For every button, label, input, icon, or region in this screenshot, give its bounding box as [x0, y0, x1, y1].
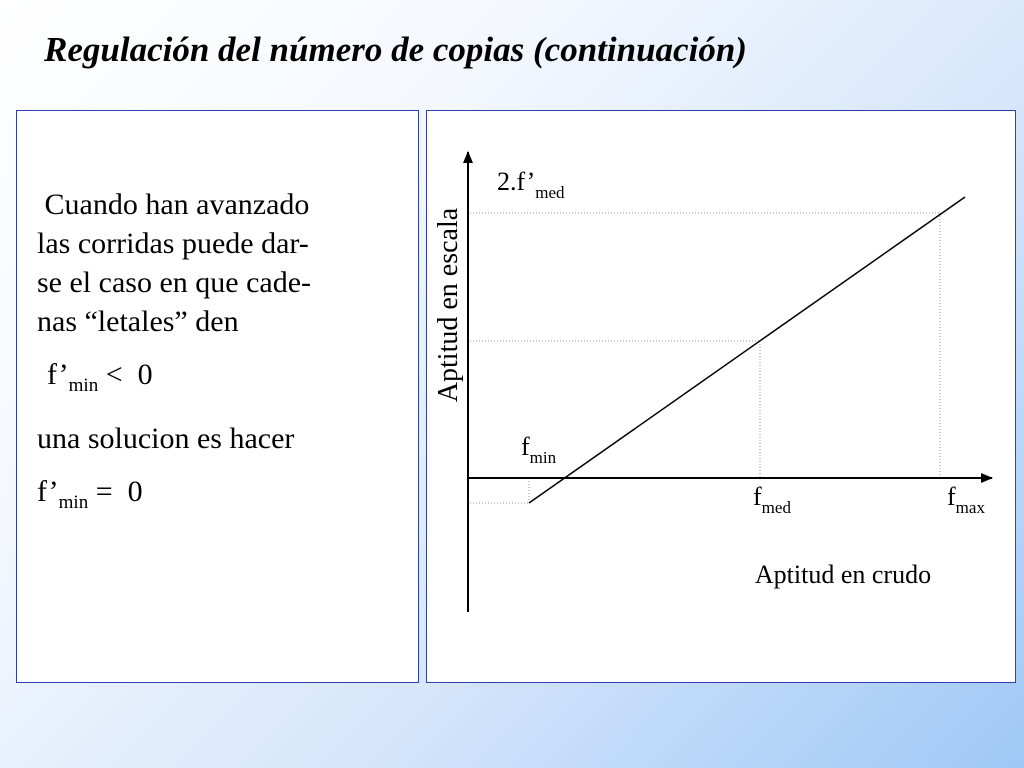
- y-axis-label: Aptitud en escala: [433, 207, 464, 403]
- condition-base: f’: [47, 358, 69, 391]
- fmed-label: [753, 482, 791, 517]
- top-value-base: 2.f’: [497, 167, 536, 196]
- fmax-sub: max: [955, 498, 985, 517]
- x-axis-label: Aptitud en crudo: [754, 560, 932, 589]
- fmin-label: [521, 432, 557, 467]
- result-base: f’: [37, 475, 59, 508]
- top-value-sub: med: [535, 183, 565, 202]
- result-sub: min: [58, 492, 89, 513]
- fmax-base: f: [947, 482, 956, 511]
- intro-line: Cuando han avanzado: [37, 188, 310, 221]
- fmax-label: [947, 482, 985, 517]
- slide-title: Regulación del número de copias (continuación): [44, 30, 747, 69]
- fmed-sub: med: [761, 498, 791, 517]
- condition-op: < 0: [98, 358, 153, 391]
- solution-text: una solucion es hacer: [37, 422, 295, 455]
- fmin-base: f: [521, 432, 530, 461]
- intro-line: nas “letales” den: [37, 305, 239, 338]
- intro-line: se el caso en que cade-: [37, 266, 312, 299]
- intro-line: las corridas puede dar-: [37, 227, 309, 260]
- result-op: = 0: [88, 475, 143, 508]
- fmed-base: f: [753, 482, 762, 511]
- scaling-line: [529, 197, 965, 503]
- top-value-label: [497, 167, 565, 202]
- condition-sub: min: [68, 375, 99, 396]
- fmin-sub: min: [529, 448, 557, 467]
